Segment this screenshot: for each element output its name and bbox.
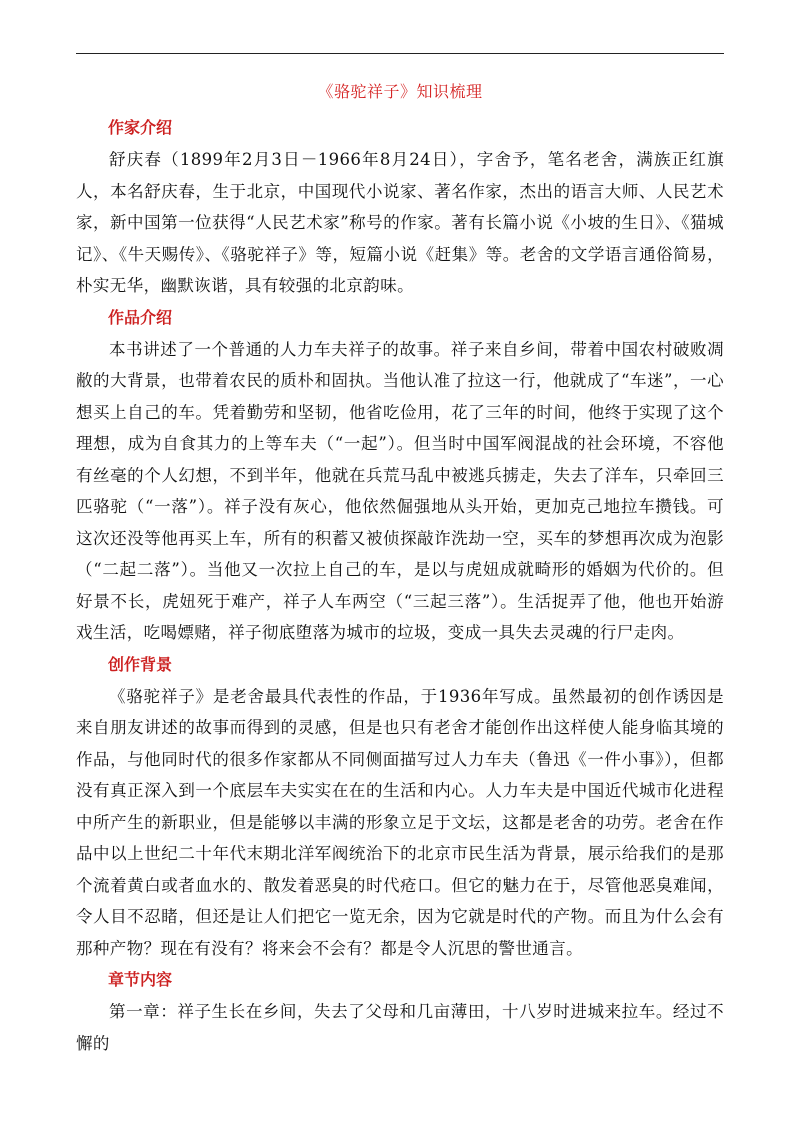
section-heading-chapters: 章节内容 bbox=[108, 970, 173, 989]
paragraph-works: 本书讲述了一个普通的人力车夫祥子的故事。祥子来自乡间，带着中国农村破败凋敝的大背景，也带着农民的质朴和固执。当他认准了拉这一行，他就成了“车迷”，一心想买上自己的车。凭着勤劳和坚韧，他省吃俭用，花了三年的时间，他终于实现了这个理想，成为自食其力的上等车夫（“一起”）。但当时中国军阀混战的社会环境，不容他有丝毫的个人幻想，不到半年，他就在兵荒马乱中被逃兵掳走，失去了洋车，只牵回三匹骆驼（“一落”）。祥子没有灰心，他依然倔强地从头开始，更加克己地拉车攒钱。可这次还没等他再买上车，所有的积蓄又被侦探敲诈洗劫一空，买车的梦想再次成为泡影（“二起二落”）。当他又一次拉上自己的车，是以与虎妞成就畸形的婚姻为代价的。但好景不长，虎妞死于难产，祥子人车两空（“三起三落”）。生活捉弄了他，他也开始游戏生活，吃喝嫖赌，祥子彻底堕落为城市的垃圾，变成一具失去灵魂的行尸走肉。 bbox=[76, 339, 724, 642]
paragraph-author: 舒庆春（1899年2月3日－1966年8月24日），字舍予，笔名老舍，满族正红旗人，本名舒庆春，生于北京，中国现代小说家、著名作家，杰出的语言大师、人民艺术家，新中国第一位获得“人民艺术家”称号的作家。著有长篇小说《小坡的生日》、《猫城记》、《牛天赐传》、《骆驼祥子》等，短篇小说《赶集》等。老舍的文学语言通俗简易，朴实无华，幽默诙谐，具有较强的北京韵味。 bbox=[76, 150, 724, 295]
section-background bbox=[76, 649, 724, 965]
section-works bbox=[76, 302, 724, 649]
paragraph-chapters: 第一章：祥子生长在乡间，失去了父母和几亩薄田，十八岁时进城来拉车。经过不懈的 bbox=[76, 1002, 724, 1053]
section-chapters bbox=[76, 964, 724, 1059]
section-author bbox=[76, 112, 724, 302]
header-rule bbox=[76, 53, 724, 54]
document-title: 《骆驼祥子》知识梳理 bbox=[317, 82, 483, 101]
section-heading-background: 创作背景 bbox=[108, 654, 173, 674]
section-heading-author: 作家介绍 bbox=[108, 118, 173, 137]
paragraph-background: 《骆驼祥子》是老舍最具代表性的作品，于1936年写成。虽然最初的创作诱因是来自朋友讲述的故事而得到的灵感，但是也只有老舍才能创作出这样使人能身临其境的作品，与他同时代的很多作家都从不同侧面描写过人力车夫（鲁迅《一件小事》），但都没有真正深入到一个底层车夫实实在在的生活和内心。人力车夫是中国近代城市化进程中所产生的新职业，但是能够以丰满的形象立足于文坛，这都是老舍的功劳。老舍在作品中以上世纪二十年代末期北洋军阀统治下的北京市民生活为背景，展示给我们的是那个流着黄白或者血水的、散发着恶臭的时代疮口。但它的魅力在于，尽管他恶臭难闻，令人目不忍睹，但还是让人们把它一览无余，因为它就是时代的产物。而且为什么会有那种产物？现在有没有？将来会不会有？都是令人沉思的警世通言。 bbox=[76, 686, 724, 958]
section-heading-works: 作品介绍 bbox=[108, 307, 173, 327]
document-body bbox=[76, 110, 724, 1059]
